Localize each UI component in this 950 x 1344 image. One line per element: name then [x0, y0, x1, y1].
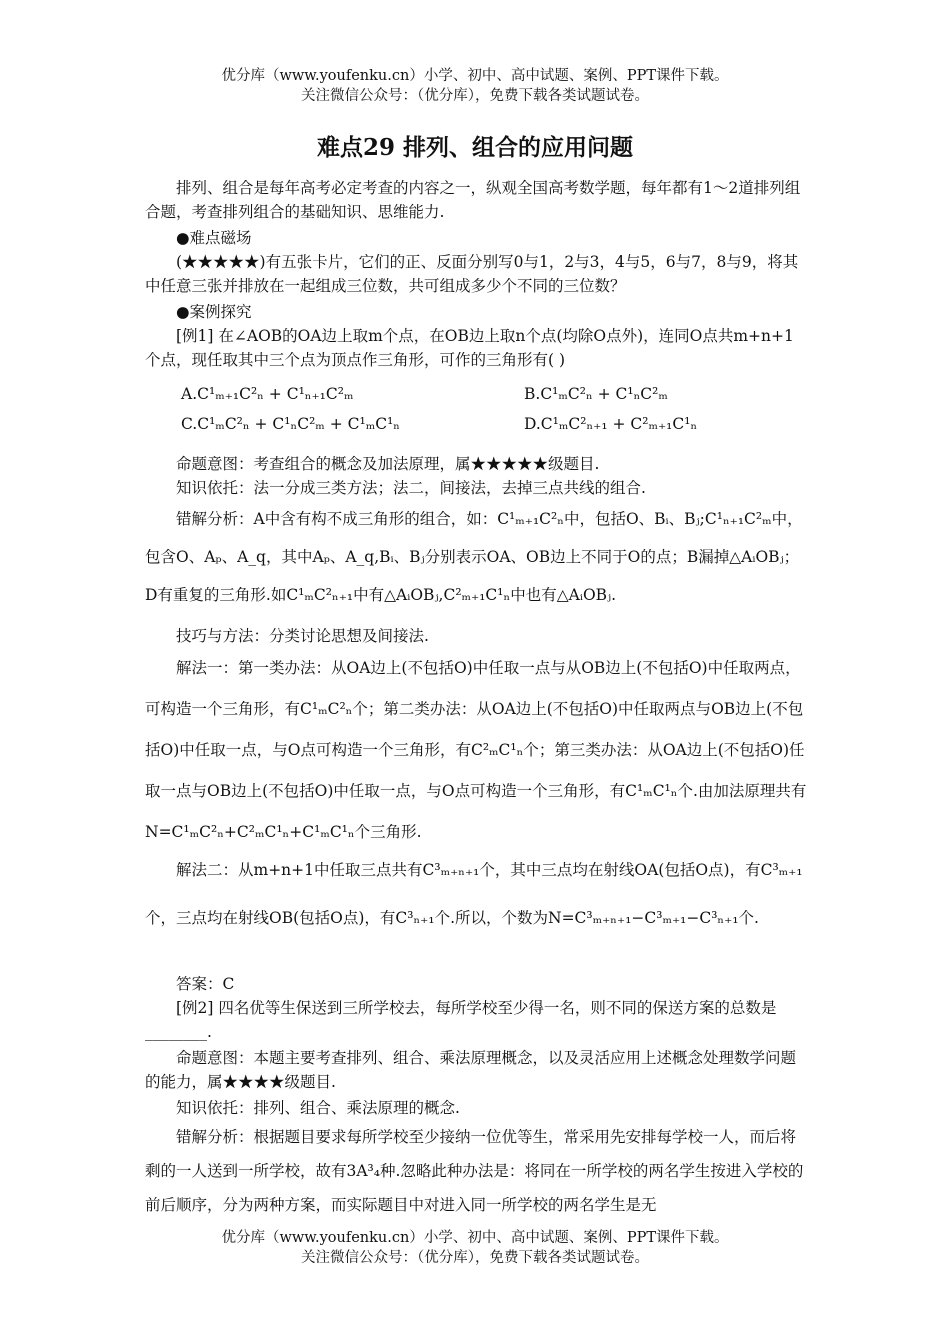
example2-intent: 命题意图：本题主要考查排列、组合、乘法原理概念，以及灵活应用上述概念处理数学问题的能力，属★★★★级题目.: [145, 1049, 797, 1091]
example2-error-analysis: 错解分析：根据题目要求每所学校至少接纳一位优等生，常采用先安排每学校一人，而后将剩的一人送到一所学校，故有3A³₄种.忽略此种办法是：将同在一所学校的两名学生按进入学校的前后顺序，分为两种方案，而实际题目中对进入同一所学校的两名学生是无: [145, 1128, 804, 1214]
option-b: B.C¹ₘC²ₙ + C¹ₙC²ₘ: [524, 385, 668, 403]
page-header: [0, 66, 950, 106]
page-footer: [0, 1228, 950, 1268]
example1-solution1: 解法一：第一类办法：从OA边上(不包括O)中任取一点与从OB边上(不包括O)中任取两点，可构造一个三角形，有C¹ₘC²ₙ个；第二类办法：从OA边上(不包括O)中任取两点与OB边上(不包括O)中任取一点，与O点可构造一个三角形，有C²ₘC¹ₙ个；第三类办法：从OA边上(不包括O)任取一点与OB边上(不包括O)中任取一点，与O点可构造一个三角形，有C¹ₘC¹ₙ个.由加法原理共有N=C¹ₘC²ₙ+C²ₘC¹ₙ+C¹ₘC¹ₙ个三角形.: [145, 659, 807, 841]
example1-knowledge: 知识依托：法一分成三类方法；法二，间接法，去掉三点共线的组合.: [176, 479, 646, 497]
example2-stem: [例2] 四名优等生保送到三所学校去，每所学校至少得一名，则不同的保送方案的总数是________.: [145, 999, 777, 1041]
intro-paragraph: 排列、组合是每年高考必定考查的内容之一，纵观全国高考数学题，每年都有1～2道排列组合题，考查排列组合的基础知识、思维能力.: [145, 179, 801, 221]
example1-skill: 技巧与方法：分类讨论思想及间接法.: [176, 627, 429, 645]
example1-solution2: 解法二：从m+n+1中任取三点共有C³ₘ₊ₙ₊₁个，其中三点均在射线OA(包括O点)，有C³ₘ₊₁个，三点均在射线OB(包括O点)，有C³ₙ₊₁个.所以，个数为N=C³ₘ₊ₙ₊₁−C³ₘ₊₁−C³ₙ₊₁个.: [145, 861, 803, 927]
example1-error-analysis: 错解分析：A中含有构不成三角形的组合，如：C¹ₘ₊₁C²ₙ中，包括O、Bᵢ、Bⱼ;C¹ₙ₊₁C²ₘ中，包含O、Aₚ、A_q，其中Aₚ、A_q,Bᵢ、Bⱼ分别表示OA、OB边上不同于O的点；B漏掉△AᵢOBⱼ；D有重复的三角形.如C¹ₘC²ₙ₊₁中有△AᵢOBⱼ,C²ₘ₊₁C¹ₙ中也有△AᵢOBⱼ.: [145, 510, 803, 604]
footer-line-2: 关注微信公众号：（优分库），免费下载各类试题试卷。: [301, 1250, 649, 1266]
option-a: A.C¹ₘ₊₁C²ₙ + C¹ₙ₊₁C²ₘ: [181, 385, 354, 403]
page-title: 难点29 排列、组合的应用问题: [316, 134, 633, 161]
section-case-study: ●案例探究: [176, 303, 252, 321]
option-d: D.C¹ₘC²ₙ₊₁ + C²ₘ₊₁C¹ₙ: [524, 415, 698, 433]
example2-knowledge: 知识依托：排列、组合、乘法原理的概念.: [176, 1099, 460, 1117]
header-line-1: 优分库（www.youfenku.cn）小学、初中、高中试题、案例、PPT课件下载。: [221, 68, 729, 84]
section-difficulty-field: ●难点磁场: [176, 229, 252, 247]
header-line-2: 关注微信公众号：（优分库），免费下载各类试题试卷。: [301, 88, 649, 104]
problem-paragraph: (★★★★★)有五张卡片，它们的正、反面分别写0与1，2与3，4与5，6与7，8与9，将其中任意三张并排放在一起组成三位数，共可组成多少个不同的三位数？: [145, 253, 799, 295]
example1-stem: [例1] 在∠AOB的OA边上取m个点，在OB边上取n个点(均除O点外)，连同O点共m+n+1个点，现任取其中三个点为顶点作三角形，可作的三角形有( ): [145, 327, 794, 369]
option-c: C.C¹ₘC²ₙ + C¹ₙC²ₘ + C¹ₘC¹ₙ: [181, 415, 400, 433]
footer-line-1: 优分库（www.youfenku.cn）小学、初中、高中试题、案例、PPT课件下载。: [221, 1230, 729, 1246]
example1-intent: 命题意图：考查组合的概念及加法原理，属★★★★★级题目.: [176, 455, 600, 473]
example1-answer: 答案：C: [176, 975, 235, 993]
